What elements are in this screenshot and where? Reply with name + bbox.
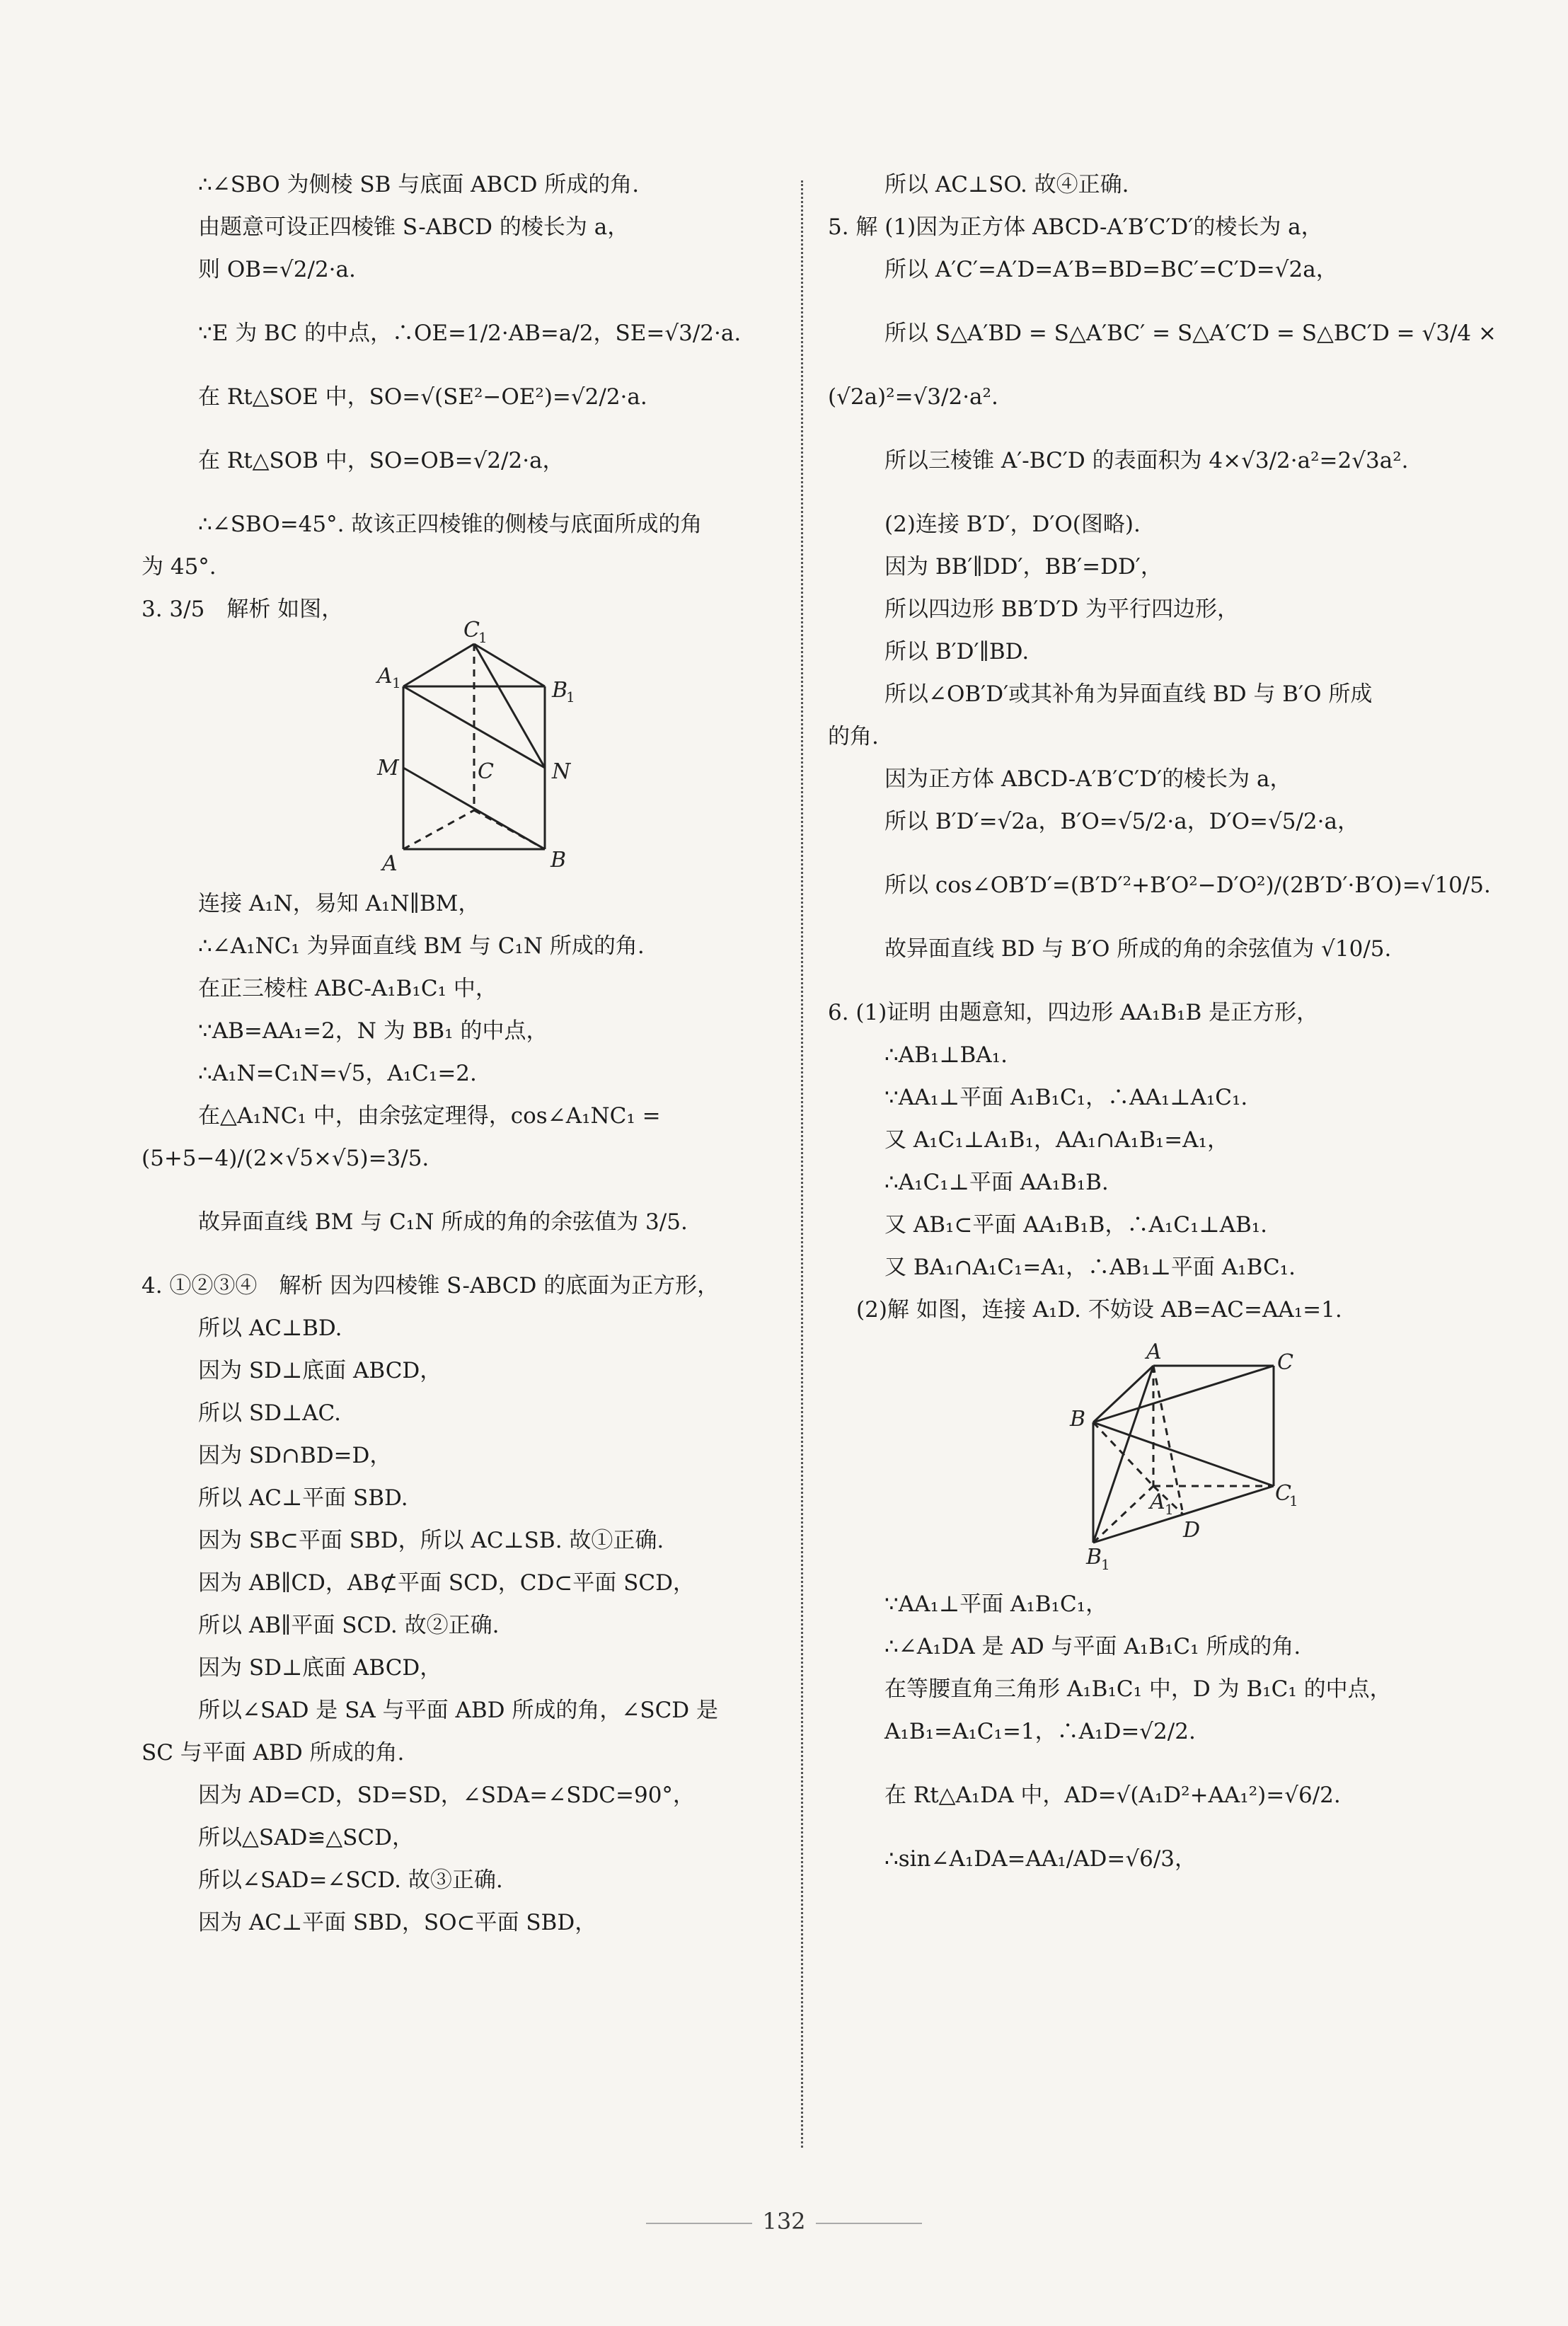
right-text-line: 又 AB₁⊂平面 AA₁B₁B，∴A₁C₁⊥AB₁. xyxy=(884,1212,1268,1238)
right-text-line: ∴A₁C₁⊥平面 AA₁B₁B. xyxy=(884,1170,1109,1195)
right-text-line: 所以三棱锥 A′-BC′D 的表面积为 4×√3/2·a²=2√3a². xyxy=(884,448,1409,473)
label-B: B xyxy=(1070,1407,1086,1432)
left-text-line: 为 45°. xyxy=(142,554,217,580)
left-text-line: 所以△SAD≌△SCD， xyxy=(198,1825,414,1850)
sub-A1: 1 xyxy=(1165,1501,1174,1518)
right-text-line: ∵AA₁⊥平面 A₁B₁C₁，∴AA₁⊥A₁C₁. xyxy=(884,1085,1248,1110)
left-text-line: 3. 3/5 解析 如图， xyxy=(142,597,344,622)
sub-C1: 1 xyxy=(1289,1492,1298,1509)
right-text-line: ∴∠A₁DA 是 AD 与平面 A₁B₁C₁ 所成的角. xyxy=(884,1634,1301,1659)
left-text-line: 所以 SD⊥AC. xyxy=(198,1400,341,1426)
left-text-line: ∵E 为 BC 的中点，∴OE=1/2·AB=a/2，SE=√3/2·a. xyxy=(198,321,742,346)
right-text-line: 所以四边形 BB′D′D 为平行四边形， xyxy=(884,597,1240,622)
left-text-line: 所以∠SAD 是 SA 与平面 ABD 所成的角，∠SCD 是 xyxy=(198,1698,719,1723)
left-text-line: 因为 AB∥CD，AB⊄平面 SCD，CD⊂平面 SCD， xyxy=(198,1570,695,1596)
left-text-line: 在 Rt△SOE 中，SO=√(SE²−OE²)=√2/2·a. xyxy=(198,384,647,410)
right-column xyxy=(828,170,1497,1887)
left-text-line: 所以 AC⊥BD. xyxy=(198,1315,342,1341)
label-M: M xyxy=(377,756,399,781)
right-text-line: 5. 解 (1)因为正方体 ABCD-A′B′C′D′的棱长为 a， xyxy=(828,214,1323,240)
right-text-line: 所以 B′D′=√2a，B′O=√5/2·a，D′O=√5/2·a， xyxy=(884,809,1359,834)
left-text-line: 在正三棱柱 ABC-A₁B₁C₁ 中， xyxy=(198,976,497,1001)
label-C1: C xyxy=(1275,1481,1291,1506)
right-text-line: 在等腰直角三角形 A₁B₁C₁ 中，D 为 B₁C₁ 的中点， xyxy=(884,1676,1392,1702)
right-text-line: 所以∠OB′D′或其补角为异面直线 BD 与 B′O 所成 xyxy=(884,681,1373,707)
sub-B1: 1 xyxy=(1101,1556,1110,1573)
left-text-line: 由题意可设正四棱锥 S-ABCD 的棱长为 a， xyxy=(198,214,630,240)
sub-B1: 1 xyxy=(566,689,575,706)
label-A1: A xyxy=(377,664,393,689)
page-number xyxy=(0,2208,1568,2235)
left-text-line: 连接 A₁N，易知 A₁N∥BM， xyxy=(198,891,480,916)
right-text-line: 所以 cos∠OB′D′=(B′D′²+B′O²−D′O²)/(2B′D′·B′O)=√10/5. xyxy=(884,873,1491,898)
prism-diagram xyxy=(375,618,587,876)
left-text-line: 则 OB=√2/2·a. xyxy=(198,257,356,282)
right-text-line: 因为正方体 ABCD-A′B′C′D′的棱长为 a， xyxy=(884,766,1292,792)
prism-diagram-2 xyxy=(1026,1337,1298,1573)
sub-A1: 1 xyxy=(392,674,401,691)
label-A: A xyxy=(1146,1340,1162,1364)
column-divider xyxy=(801,180,803,2148)
label-B1: B xyxy=(552,678,568,703)
page-number-text: 132 xyxy=(762,2208,806,2235)
left-text-line: ∵AB=AA₁=2，N 为 BB₁ 的中点， xyxy=(198,1018,548,1044)
label-A1: A xyxy=(1150,1490,1165,1514)
left-text-line: 4. ①②③④ 解析 因为四棱锥 S-ABCD 的底面为正方形， xyxy=(142,1273,720,1299)
left-text-line: (5+5−4)/(2×√5×√5)=3/5. xyxy=(142,1146,430,1171)
right-text-line: ∵AA₁⊥平面 A₁B₁C₁， xyxy=(884,1591,1108,1617)
right-text-line: ∴sin∠A₁DA=AA₁/AD=√6/3， xyxy=(884,1846,1197,1872)
right-text-line: 的角. xyxy=(828,724,879,749)
right-text-line: 又 BA₁∩A₁C₁=A₁，∴AB₁⊥平面 A₁BC₁. xyxy=(884,1255,1296,1280)
left-text-line: 在△A₁NC₁ 中，由余弦定理得，cos∠A₁NC₁ = xyxy=(198,1103,661,1129)
left-text-line: ∴∠A₁NC₁ 为异面直线 BM 与 C₁N 所成的角. xyxy=(198,933,645,959)
left-text-line: ∴∠SBO 为侧棱 SB 与底面 ABCD 所成的角. xyxy=(198,172,640,197)
label-N: N xyxy=(552,759,571,784)
left-text-line: 因为 SB⊂平面 SBD，所以 AC⊥SB. 故①正确. xyxy=(198,1528,664,1553)
figure-right-prism xyxy=(828,1337,1472,1571)
sub-C1: 1 xyxy=(478,629,488,646)
right-text-line: 所以 A′C′=A′D=A′B=BD=BC′=C′D=√2a， xyxy=(884,257,1338,282)
right-text-line: 在 Rt△A₁DA 中，AD=√(A₁D²+AA₁²)=√6/2. xyxy=(884,1783,1341,1808)
figure-triangular-prism xyxy=(142,618,785,876)
label-C: C xyxy=(478,759,494,784)
left-text-line: 在 Rt△SOB 中，SO=OB=√2/2·a， xyxy=(198,448,565,473)
left-text-line: 因为 SD⊥底面 ABCD， xyxy=(198,1358,442,1383)
label-B1: B xyxy=(1086,1545,1102,1570)
right-text-line: 又 A₁C₁⊥A₁B₁，AA₁∩A₁B₁=A₁， xyxy=(884,1127,1229,1153)
left-text-line: ∴A₁N=C₁N=√5，A₁C₁=2. xyxy=(198,1061,477,1086)
left-text-line: 故异面直线 BM 与 C₁N 所成的角的余弦值为 3/5. xyxy=(198,1209,688,1235)
left-column xyxy=(142,170,785,1950)
left-text-line: SC 与平面 ABD 所成的角. xyxy=(142,1740,405,1766)
right-text-line: 因为 BB′∥DD′，BB′=DD′， xyxy=(884,554,1163,580)
left-text-line: 因为 SD⊥底面 ABCD， xyxy=(198,1655,442,1681)
right-text-line: (2)解 如图，连接 A₁D. 不妨设 AB=AC=AA₁=1. xyxy=(856,1297,1342,1323)
left-text-line: 所以 AC⊥平面 SBD. xyxy=(198,1485,408,1511)
left-text-line: 因为 AD=CD，SD=SD，∠SDA=∠SDC=90°， xyxy=(198,1783,695,1808)
left-text-line: 因为 SD∩BD=D， xyxy=(198,1443,392,1468)
right-text-line: (√2a)²=√3/2·a². xyxy=(828,384,998,410)
label-D: D xyxy=(1183,1518,1201,1543)
left-text-line: 所以 AB∥平面 SCD. 故②正确. xyxy=(198,1613,500,1638)
label-A: A xyxy=(382,851,398,876)
right-text-line: ∴AB₁⊥BA₁. xyxy=(884,1042,1008,1068)
left-text-line: 所以∠SAD=∠SCD. 故③正确. xyxy=(198,1867,503,1893)
right-text-line: 所以 S△A′BD = S△A′BC′ = S△A′C′D = S△BC′D = √3/4 × xyxy=(884,321,1497,346)
label-C: C xyxy=(1277,1350,1293,1375)
label-B: B xyxy=(550,848,567,873)
right-text-line: 所以 AC⊥SO. 故④正确. xyxy=(884,172,1129,197)
right-text-line: A₁B₁=A₁C₁=1，∴A₁D=√2/2. xyxy=(884,1719,1196,1744)
label-C1: C xyxy=(463,618,480,643)
right-text-line: 故异面直线 BD 与 B′O 所成的角的余弦值为 √10/5. xyxy=(884,936,1392,962)
left-text-line: 因为 AC⊥平面 SBD，SO⊂平面 SBD， xyxy=(198,1910,597,1935)
right-text-line: 6. (1)证明 由题意知，四边形 AA₁B₁B 是正方形， xyxy=(828,1000,1319,1025)
right-text-line: (2)连接 B′D′，D′O(图略). xyxy=(884,512,1141,537)
right-text-line: 所以 B′D′∥BD. xyxy=(884,639,1030,664)
left-text-line: ∴∠SBO=45°. 故该正四棱锥的侧棱与底面所成的角 xyxy=(198,512,703,537)
